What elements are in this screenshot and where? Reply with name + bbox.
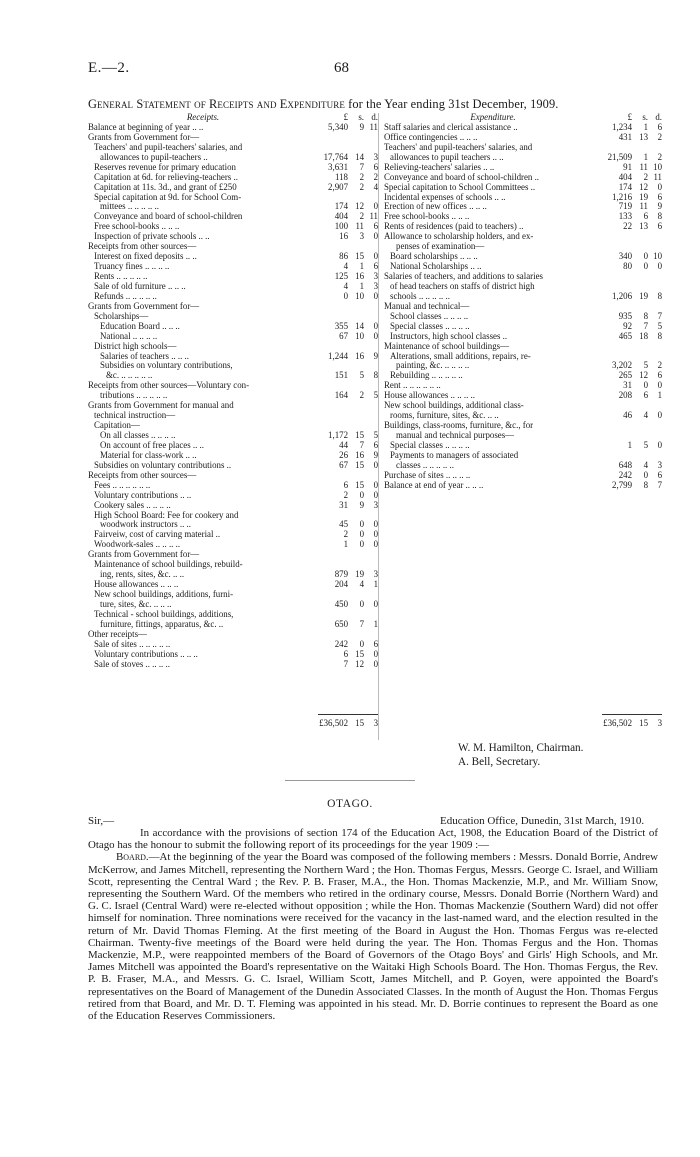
receipts-row-label: Free school-books .. .. .. (94, 222, 180, 232)
expenditure-row-amount: 174 12 0 (618, 181, 662, 192)
expenditure-row-label: Rents of residences (paid to teachers) .. (384, 222, 524, 232)
receipts-row (88, 222, 378, 232)
expenditure-total-rule (602, 714, 662, 715)
receipts-row-label: ing, rents, sites, &c. .. .. (100, 570, 185, 580)
section-divider (285, 780, 415, 781)
receipts-row-label: National .. .. .. .. (100, 331, 158, 341)
receipts-row-label: Interest on fixed deposits .. .. (94, 252, 197, 262)
receipts-row-label: Material for class-work .. .. (100, 450, 197, 460)
receipts-row-label: Reserves revenue for primary education (94, 162, 236, 172)
expenditure-row-amount: 133 6 8 (618, 211, 662, 222)
receipts-row (88, 640, 378, 650)
board-paragraph-text: —At the beginning of the year the Board was composed of the following members : Messrs. Donald Borrie, Andrew McKerrow, and James Mitchell, representing the Northern Ward ; the Hon. Thomas Fergus, Messrs. George C. Israel, and William Scott, representing the Central Ward ; the Rev. P. B. Fraser, M.A., the Hon. Thomas Mackenzie, M.P., and Mr. William Snow, representing the Southern Ward. Of the members who retired in the ordinary course, Messrs. Donald Borrie (Northern Ward) and G. C. Israel (Central Ward) were re-elected without opposition ; while the Hon. Thomas Mackenzie (Southern Ward) did not offer himself for nomination. Three nominations were received for the vacancy in the last-named ward, and the election resulted in the return of Mr. David Thomas Fleming. At the first meeting of the Board in August the Hon. Thomas Fergus was re-elected Chairman. Twenty-five meetings of the Board were held during the year. The Hon. Thomas Fergus and the Hon. Thomas Mackenzie, M.P., were reappointed members of the Board of Governors of the Otago Boys' and Girls' High Schools, and Mr. James Mitchell was appointed the Board's representative on the Waitaki High Schools Board. The Hon. Thomas Fergus, the Rev. P. B. Fraser, M.A., and Messrs. G. C. Israel, William Scott, James Mitchell, and P. Goyen, were appointed the Board's representatives on the Board of Management of the Dunedin Associated Classes. In the month of August the Hon. Thomas Fergus retired from that Board, and Mr. D. T. Fleming was appointed in his stead. Mr. D. Borrie continues to represent the Board as one of the Education Reserves Commissioners. (88, 851, 658, 1023)
receipts-row-amount: 86 15 0 (339, 251, 378, 262)
office-dateline: Education Office, Dunedin, 31st March, 1910. (440, 815, 645, 827)
expenditure-row-label: allowances to pupil teachers .. .. (390, 152, 504, 162)
receipts-row-label: &c. .. .. .. .. .. (106, 371, 153, 381)
expenditure-row-amount: 80 0 0 (623, 261, 662, 272)
receipts-row-label: Rents .. .. .. .. .. (94, 272, 148, 281)
expenditure-column (384, 113, 662, 491)
expenditure-row-amount: 2,799 8 7 (612, 479, 662, 490)
report-paragraph-1: In accordance with the provisions of section 174 of the Education Act, 1908, the Education Board of the District of Otago has the honour to submit the following report of its proceedings for the year 1909 :— (88, 827, 658, 852)
receipts-row (88, 282, 378, 292)
receipts-row-label: Capitation at 11s. 3d., and grant of £250 (94, 182, 237, 192)
expenditure-row-amount: 21,509 1 2 (607, 151, 662, 162)
expenditure-total-pounds: £36,502 (603, 718, 632, 728)
expenditure-row-label: classes .. .. .. .. .. (396, 460, 454, 470)
expenditure-total-shillings: 15 (639, 718, 648, 728)
expenditure-row-label: Staff salaries and clerical assistance .. (384, 122, 518, 132)
receipts-total-shillings: 15 (355, 718, 364, 728)
receipts-row-label: Sale of sites .. .. .. .. .. (94, 639, 171, 649)
receipts-row-amount: 67 15 0 (339, 459, 378, 470)
expenditure-row (384, 332, 662, 342)
expenditure-row (384, 222, 662, 232)
expenditure-row-label: Erection of new offices .. .. .. (384, 202, 487, 212)
receipts-row-amount: 151 5 8 (334, 370, 378, 381)
expenditure-row-amount: 340 0 10 (618, 251, 662, 262)
receipts-row (88, 242, 378, 252)
expenditure-row-amount: 31 0 0 (623, 380, 662, 391)
section-heading: OTAGO. (327, 798, 373, 810)
receipts-row (88, 322, 378, 332)
expenditure-row-amount: 242 0 6 (618, 469, 662, 480)
expenditure-row-amount: 1 5 0 (627, 439, 662, 450)
expenditure-row-amount: 208 6 1 (618, 390, 662, 401)
receipts-row-label: Fees .. .. .. .. .. .. (94, 480, 151, 490)
expenditure-row-label: Purchase of sites .. .. .. .. (384, 470, 471, 480)
receipts-row-label: Refunds .. .. .. .. .. (94, 291, 157, 301)
expenditure-row-label: Office contingencies .. .. .. (384, 132, 478, 142)
expenditure-row-label: House allowances .. .. .. .. (384, 391, 475, 401)
receipts-currency-heading: £ s. d. (343, 112, 378, 122)
expenditure-row-label: Free school-books .. .. .. (384, 212, 470, 222)
salutation: Sir,— (88, 815, 115, 827)
expenditure-currency-heading: £ s. d. (627, 112, 662, 122)
receipts-row (88, 481, 378, 491)
receipts-row-amount: 355 14 0 (334, 320, 378, 331)
board-heading: Board. (116, 851, 149, 864)
receipts-row-label: Conveyance and board of school-children (94, 212, 243, 222)
receipts-row-label: Capitation— (94, 421, 140, 431)
receipts-row-label: ture, sites, &c. .. .. .. (100, 599, 172, 609)
receipts-row-label: On account of free places .. .. (100, 440, 204, 450)
expenditure-row-label: painting, &c. .. .. .. .. (396, 361, 470, 371)
receipts-row-amount: 3,631 7 6 (328, 161, 378, 172)
statement-title (88, 97, 658, 112)
receipts-row (88, 550, 378, 560)
receipts-row-label: woodwork instructors .. .. (100, 520, 191, 530)
receipts-row (88, 441, 378, 451)
receipts-row (88, 650, 378, 660)
receipts-row-label: Balance at beginning of year .. .. (88, 122, 204, 132)
receipts-row-label: Voluntary contributions .. .. .. (94, 649, 198, 659)
receipts-row-label: District high schools— (94, 341, 177, 351)
receipts-row (88, 660, 378, 670)
receipts-row-label: Grants from Government for— (88, 132, 200, 142)
expenditure-row (384, 153, 662, 163)
receipts-row-amount: 1,244 16 9 (328, 350, 378, 361)
receipts-row-label: Grants from Government for manual and (88, 401, 234, 411)
receipts-row-label: Technical - school buildings, additions, (94, 609, 234, 619)
receipts-row-label: technical instruction— (94, 411, 176, 421)
expenditure-row (384, 371, 662, 381)
receipts-row (88, 133, 378, 143)
receipts-row-label: Education Board .. .. .. (100, 321, 180, 331)
expenditure-row-label: rooms, furniture, sites, &c. .. .. (390, 411, 499, 421)
receipts-row-label: On all classes .. .. .. .. (100, 431, 176, 440)
receipts-row-amount: 6 15 0 (343, 479, 378, 490)
receipts-row-label: Salaries of teachers .. .. .. (100, 351, 189, 361)
receipts-row-amount: 450 0 0 (334, 598, 378, 609)
receipts-row-amount: 2 0 0 (343, 529, 378, 540)
expenditure-row-label: Rebuilding .. .. .. .. .. (390, 371, 463, 381)
expenditure-row-amount: 1,206 19 8 (612, 290, 662, 301)
receipts-row-amount: 204 4 1 (334, 579, 378, 590)
expenditure-row (384, 232, 662, 242)
statement-title-rest: for the Year ending 31st December, 1909. (344, 97, 559, 111)
receipts-row (88, 511, 378, 521)
receipts-row-label: Receipts from other sources—Voluntary con- (88, 381, 250, 391)
expenditure-row-label: Teachers' and pupil-teachers' salaries, and (384, 142, 533, 152)
expenditure-row-amount: 1,216 19 6 (612, 191, 662, 202)
expenditure-row (384, 421, 662, 431)
receipts-total-rule (318, 714, 378, 715)
expenditure-heading-label: Expenditure. (470, 113, 516, 122)
receipts-row (88, 461, 378, 471)
receipts-row-label: Voluntary contributions .. .. (94, 490, 192, 500)
expenditure-row-amount: 46 4 0 (623, 410, 662, 421)
expenditure-row-label: Payments to managers of associated (390, 450, 519, 460)
expenditure-row-label: School classes .. .. .. .. (390, 311, 469, 321)
expenditure-row (384, 441, 662, 451)
expenditure-row (384, 411, 662, 421)
expenditure-row-label: Salaries of teachers, and additions to salaries (384, 272, 543, 281)
receipts-row-label: New school buildings, additions, furni- (94, 590, 234, 599)
receipts-row (88, 540, 378, 550)
receipts-row-label: Inspection of private schools .. .. (94, 232, 210, 242)
expenditure-row-amount: 648 4 3 (618, 459, 662, 470)
receipts-row (88, 491, 378, 501)
expenditure-row-label: manual and technical purposes— (396, 431, 515, 440)
expenditure-row (384, 133, 662, 143)
receipts-column (88, 113, 378, 670)
receipts-row-label: High School Board: Fee for cookery and (94, 510, 239, 520)
receipts-row (88, 620, 378, 630)
expenditure-row (384, 481, 662, 491)
receipts-row-amount: 242 0 6 (334, 638, 378, 649)
expenditure-total (602, 718, 662, 728)
receipts-row-label: Special capitation at 9d. for School Com- (94, 192, 242, 202)
receipts-row-amount: 2 0 0 (343, 489, 378, 500)
receipts-row-label: Subsidies on voluntary contributions, (100, 361, 233, 371)
chairman-signature: W. M. Hamilton, Chairman. (458, 742, 584, 754)
receipts-row-label: Sale of old furniture .. .. .. (94, 281, 186, 291)
expenditure-row (384, 212, 662, 222)
expenditure-row-amount: 92 7 5 (623, 320, 662, 331)
expenditure-row-label: Special classes .. .. .. .. (390, 440, 470, 450)
receipts-row-amount: 5,340 9 11 (328, 121, 378, 132)
receipts-row (88, 252, 378, 262)
expenditure-row (384, 252, 662, 262)
receipts-row-amount: 7 12 0 (343, 658, 378, 669)
receipts-row-amount: 174 12 0 (334, 201, 378, 212)
receipts-row (88, 352, 378, 362)
receipts-total (318, 718, 378, 728)
expenditure-row-amount: 719 11 9 (618, 201, 662, 212)
expenditure-row (384, 342, 662, 352)
expenditure-row-label: Incidental expenses of schools .. .. (384, 192, 506, 202)
receipts-row (88, 302, 378, 312)
receipts-total-pence: 3 (373, 718, 378, 728)
expenditure-row-label: schools .. .. .. .. .. (390, 291, 450, 301)
expenditure-row (384, 312, 662, 322)
receipts-row-label: Teachers' and pupil-teachers' salaries, and (94, 142, 243, 152)
page-number: 68 (334, 60, 349, 76)
expenditure-row-label: Rent .. .. .. .. .. .. (384, 381, 441, 391)
expenditure-row (384, 292, 662, 302)
receipts-row-label: Cookery sales .. .. .. .. (94, 500, 171, 510)
receipts-row (88, 411, 378, 421)
receipts-row-amount: 26 16 9 (339, 449, 378, 460)
receipts-row-amount: 45 0 0 (339, 519, 378, 530)
expenditure-row (384, 183, 662, 193)
secretary-signature: A. Bell, Secretary. (458, 756, 541, 768)
receipts-row (88, 580, 378, 590)
receipts-row-label: Fairveiw, cost of carving material .. (94, 530, 221, 540)
receipts-row-label: Subsidies on voluntary contributions .. (94, 460, 232, 470)
expenditure-row-amount: 22 13 6 (623, 221, 662, 232)
receipts-row (88, 451, 378, 461)
expenditure-row-label: Special capitation to School Committees .. (384, 182, 536, 192)
receipts-row-amount: 6 15 0 (343, 648, 378, 659)
receipts-row-amount: 650 7 1 (334, 618, 378, 629)
expenditure-row-amount: 3,202 5 2 (612, 360, 662, 371)
receipts-row (88, 342, 378, 352)
receipts-row-amount: 1,172 15 5 (328, 430, 378, 440)
receipts-row-amount: 44 7 6 (339, 439, 378, 450)
receipts-row-label: mittees .. .. .. .. .. (100, 202, 159, 212)
receipts-row-amount: 4 1 6 (343, 261, 378, 272)
expenditure-row-label: Maintenance of school buildings— (384, 341, 509, 351)
expenditure-row (384, 262, 662, 272)
receipts-row (88, 292, 378, 302)
expenditure-row-amount: 431 13 2 (618, 131, 662, 142)
receipts-row-label: Grants from Government for— (88, 550, 200, 560)
receipts-row (88, 501, 378, 511)
expenditure-row (384, 391, 662, 401)
receipts-total-pounds: £36,502 (319, 718, 348, 728)
expenditure-row-amount: 91 11 10 (623, 161, 662, 172)
receipts-row-label: Receipts from other sources— (88, 242, 197, 252)
receipts-row-label: furniture, fittings, apparatus, &c. .. (100, 619, 224, 629)
receipts-row-amount: 0 10 0 (343, 290, 378, 301)
expenditure-row (384, 272, 662, 282)
receipts-row-label: House allowances .. .. .. (94, 580, 179, 590)
receipts-row-amount: 125 16 3 (334, 271, 378, 281)
receipts-row-label: allowances to pupil-teachers .. (100, 152, 208, 162)
receipts-row-amount: 1 0 0 (343, 539, 378, 550)
receipts-row-amount: 879 19 3 (334, 569, 378, 580)
receipts-row-label: Receipts from other sources— (88, 470, 197, 480)
receipts-row (88, 600, 378, 610)
expenditure-row-label: Balance at end of year .. .. .. (384, 480, 484, 490)
document-code: E.—2. (88, 60, 130, 76)
receipts-row (88, 232, 378, 242)
expenditure-total-pence: 3 (657, 718, 662, 728)
receipts-row-amount: 4 1 3 (343, 280, 378, 291)
receipts-row (88, 272, 378, 282)
receipts-row (88, 401, 378, 411)
receipts-row-amount: 31 9 3 (339, 499, 378, 510)
receipts-row (88, 371, 378, 381)
expenditure-row-label: of head teachers on staffs of district high (390, 281, 535, 291)
signatures (458, 741, 583, 769)
receipts-row-label: Capitation at 6d. for relieving-teachers .. (94, 172, 238, 182)
receipts-row-amount: 118 2 2 (335, 171, 378, 182)
receipts-row-label: Other receipts— (88, 629, 147, 639)
expenditure-row-amount: 465 18 8 (618, 330, 662, 341)
expenditure-row-label: Buildings, class-rooms, furniture, &c., for (384, 421, 534, 431)
receipts-row (88, 431, 378, 441)
receipts-row-label: Grants from Government for— (88, 301, 200, 311)
receipts-row (88, 530, 378, 540)
receipts-row (88, 520, 378, 530)
receipts-row-amount: 2,907 2 4 (328, 181, 378, 192)
expenditure-row-label: Manual and technical— (384, 301, 470, 311)
statement-title-caps: General Statement of Receipts and Expenditure (88, 97, 345, 111)
receipts-row-amount: 100 11 6 (334, 221, 378, 232)
receipts-row-amount: 17,764 14 3 (323, 151, 378, 162)
expenditure-row (384, 401, 662, 411)
receipts-row-label: Sale of stoves .. .. .. .. (94, 659, 170, 669)
receipts-row-label: Scholarships— (94, 311, 149, 321)
expenditure-row-label: Relieving-teachers' salaries .. .. (384, 162, 495, 172)
receipts-row-label: Maintenance of school buildings, rebuild- (94, 560, 243, 570)
receipts-row-amount: 404 2 11 (334, 211, 378, 222)
receipts-row-amount: 67 10 0 (339, 330, 378, 341)
expenditure-row-label: Special classes .. .. .. .. (390, 321, 470, 331)
expenditure-row (384, 431, 662, 441)
receipts-row-label: Woodwork-sales .. .. .. .. (94, 540, 181, 550)
receipts-heading-label: Receipts. (186, 113, 220, 122)
expenditure-row-label: Conveyance and board of school-children .. (384, 172, 540, 182)
receipts-row-label: tributions .. .. .. .. .. (100, 391, 168, 401)
expenditure-row-label: penses of examination— (396, 242, 485, 252)
expenditure-row-label: Instructors, high school classes .. (390, 331, 508, 341)
receipts-row (88, 123, 378, 133)
receipts-row-amount: 16 3 0 (339, 231, 378, 242)
report-paragraph-2 (88, 851, 658, 1022)
expenditure-row-amount: 404 2 11 (618, 171, 662, 182)
expenditure-row-label: New school buildings, additional class- (384, 401, 524, 411)
report-body (88, 827, 658, 1022)
column-divider (378, 113, 379, 740)
expenditure-row-label: National Scholarships .. .. (390, 262, 482, 272)
expenditure-row-label: Board scholarships .. .. .. (390, 252, 478, 262)
expenditure-row-label: Alterations, small additions, repairs, re- (390, 351, 531, 361)
expenditure-row-label: Allowance to scholarship holders, and ex- (384, 232, 534, 242)
receipts-row (88, 391, 378, 401)
expenditure-row-amount: 1,234 1 6 (612, 121, 662, 132)
receipts-row (88, 332, 378, 342)
receipts-row (88, 183, 378, 193)
expenditure-row-amount: 265 12 6 (618, 370, 662, 381)
receipts-row-label: Truancy fines .. .. .. .. (94, 262, 170, 272)
receipts-row (88, 471, 378, 481)
expenditure-row-amount: 935 8 7 (618, 310, 662, 321)
receipts-row-amount: 164 2 5 (334, 390, 378, 401)
